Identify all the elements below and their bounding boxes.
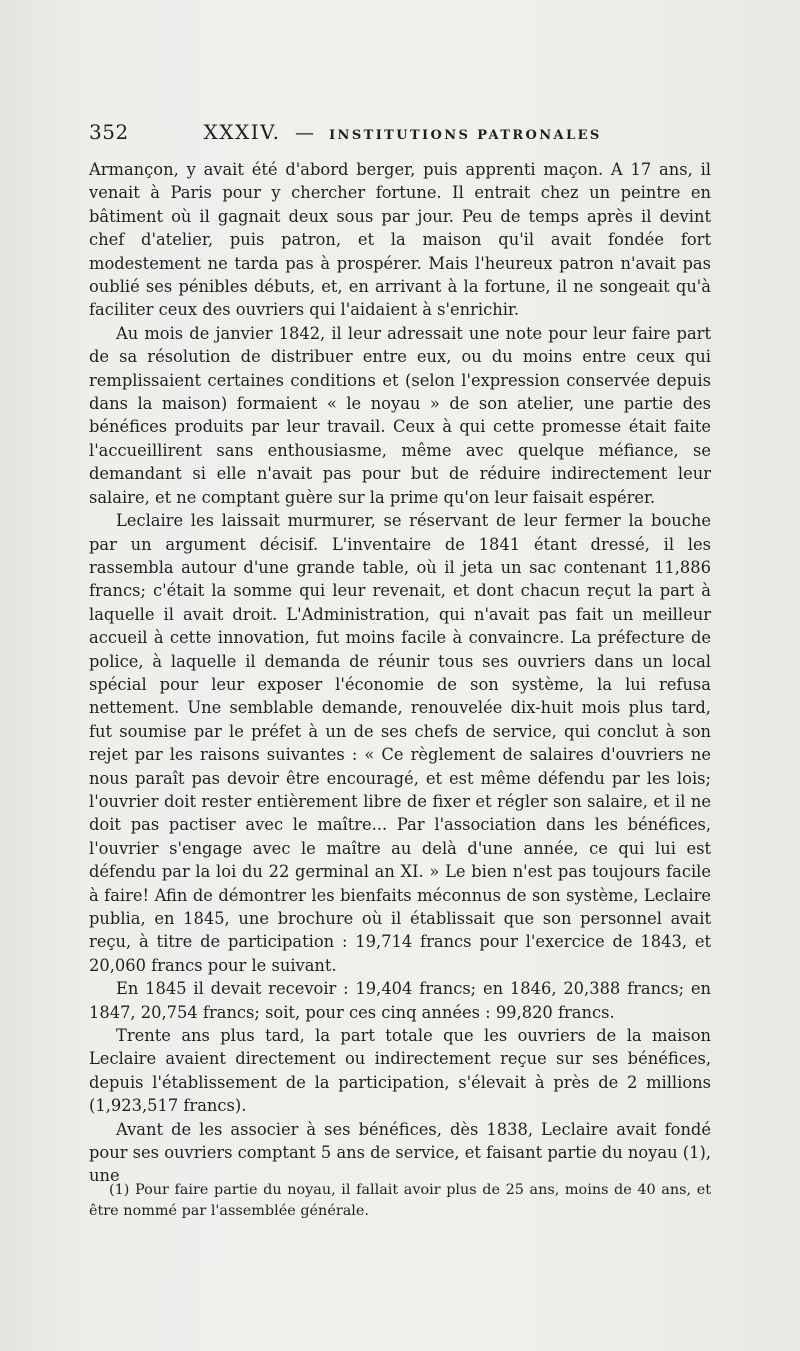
paragraph: Armançon, y avait été d'abord berger, puis apprenti maçon. A 17 ans, il venait à Paris pour y chercher fortune. Il entrait chez un peintre en bâtiment où il gagnait deux sous par jour. Peu de temps après il devint chef d'atelier, puis patron, et la maison qu'il avait fondée fort modestement ne tarda pas à prospérer. Mais l'heureux patron n'avait pas oublié ses pénibles débuts, et, en arrivant à la fortune, il ne songeait qu'à faciliter ceux des ouvriers qui l'aidaient à s'enrichir.: [89, 160, 711, 320]
page-number: 352: [89, 120, 129, 144]
footnote-text: (1) Pour faire partie du noyau, il fallait avoir plus de 25 ans, moins de 40 ans, et être nommé par l'assemblée générale.: [89, 1182, 711, 1219]
header-dash: —: [295, 122, 315, 144]
paragraph: Avant de les associer à ses bénéfices, dès 1838, Leclaire avait fondé pour ses ouvriers comptant 5 ans de service, et faisant partie du noyau (1), une: [89, 1119, 711, 1186]
paragraph: Trente ans plus tard, la part totale que les ouvriers de la maison Leclaire avaient directement ou indirectement reçue sur ses bénéfices, depuis l'établissement de la participation, s'élevait à près de 2 millions (1,923,517 francs).: [89, 1026, 711, 1116]
paragraph: En 1845 il devait recevoir : 19,404 francs; en 1846, 20,388 francs; en 1847, 20,754 francs; soit, pour ces cinq années : 99,820 francs.: [89, 979, 711, 1022]
footnote: [89, 1180, 711, 1222]
chapter-number: XXXIV.: [203, 120, 281, 144]
main-text: [89, 158, 711, 1188]
running-header: [89, 120, 709, 144]
paragraph: Au mois de janvier 1842, il leur adressait une note pour leur faire part de sa résolution de distribuer entre eux, ou du moins entre ceux qui remplissaient certaines conditions et (selon l'expression conservée depuis dans la maison) formaient « le noyau » de son atelier, une partie des bénéfices produits par leur travail. Ceux à qui cette promesse était faite l'accueillirent sans enthousiasme, même avec quelque méfiance, se demandant si elle n'avait pas pour but de réduire indirectement leur salaire, et ne comptant guère sur la prime qu'on leur faisait espérer.: [89, 323, 711, 507]
chapter-title: INSTITUTIONS PATRONALES: [329, 128, 602, 143]
paragraph: Leclaire les laissait murmurer, se réservant de leur fermer la bouche par un argument décisif. L'inventaire de 1841 étant dressé, il les rassembla autour d'une grande table, où il jeta un sac contenant 11,886 francs; c'était la somme qui leur revenait, et dont chacun reçut la part à laquelle il avait droit. L'Administration, qui n'avait pas fait un meilleur accueil à cette innovation, fut moins facile à convaincre. La préfecture de police, à laquelle il demanda de réunir tous ses ouvriers dans un local spécial pour leur exposer l'économie de son système, la lui refusa nettement. Une semblable demande, renouvelée dix-huit mois plus tard, fut soumise par le préfet à un de ses chefs de service, qui conclut à son rejet par les raisons suivantes : « Ce règlement de salaires d'ouvriers ne nous paraît pas devoir être encouragé, et est même défendu par les lois; l'ouvrier doit rester entièrement libre de fixer et régler son salaire, et il ne doit pas pactiser avec le maître... Par l'association dans les bénéfices, l'ouvrier s'engage avec le maître au delà d'une année, ce qui lui est défendu par la loi du 22 germinal an XI. » Le bien n'est pas toujours facile à faire! Afin de démontrer les bienfaits méconnus de son système, Leclaire publia, en 1845, une brochure où il établissait que son personnel avait reçu, à titre de participation : 19,714 francs pour l'exercice de 1843, et 20,060 francs pour le suivant.: [89, 511, 711, 975]
